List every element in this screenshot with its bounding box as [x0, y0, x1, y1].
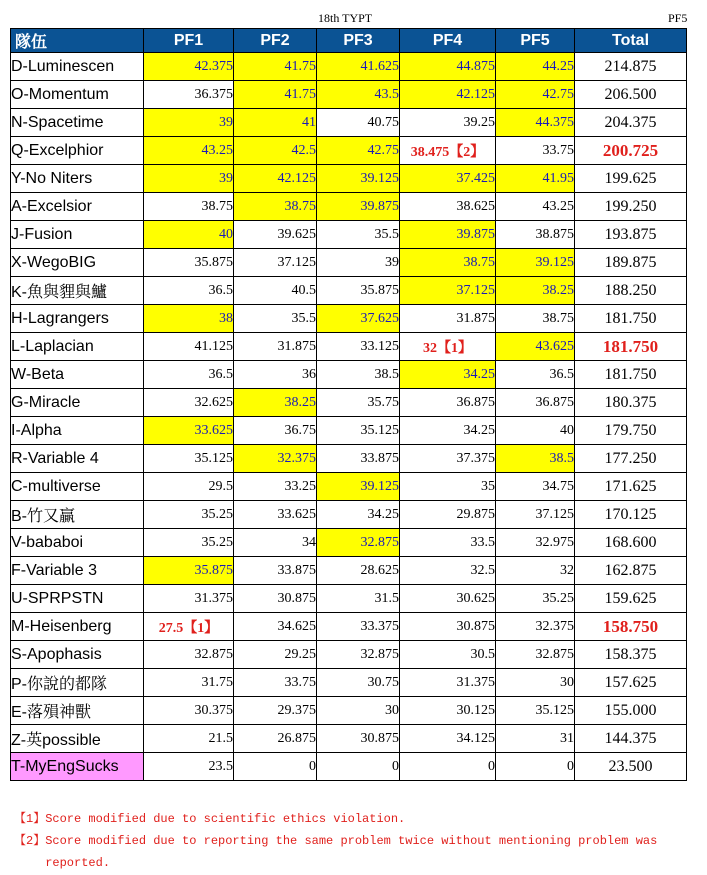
- pf2-score-cell: 31.875: [234, 333, 317, 361]
- pf4-score-cell: 44.875: [400, 53, 496, 81]
- team-name-cell: U-SPRPSTN: [11, 585, 144, 613]
- pf2-score-cell: 32.375: [234, 445, 317, 473]
- pf2-score-cell: 33.875: [234, 557, 317, 585]
- pf2-score-cell: 41.75: [234, 53, 317, 81]
- pf3-score-cell: 32.875: [317, 641, 400, 669]
- pf3-score-cell: 42.75: [317, 137, 400, 165]
- total-score-cell: 158.375: [575, 641, 687, 669]
- pf5-score-cell: 36.5: [496, 361, 575, 389]
- pf3-score-cell: 35.5: [317, 221, 400, 249]
- pf4-score-cell: 32【1】: [400, 333, 496, 361]
- pf5-score-cell: 34.75: [496, 473, 575, 501]
- pf5-score-cell: 33.75: [496, 137, 575, 165]
- pf3-score-cell: 39.125: [317, 165, 400, 193]
- pf1-score-cell: 41.125: [144, 333, 234, 361]
- footnote-1-text: Score modified due to scientific ethics violation.: [45, 812, 406, 826]
- footnotes: [14, 808, 694, 874]
- team-name-cell: H-Lagrangers: [11, 305, 144, 333]
- pf2-score-cell: 38.25: [234, 389, 317, 417]
- pf4-score-cell: 36.875: [400, 389, 496, 417]
- total-score-cell: 206.500: [575, 81, 687, 109]
- pf2-score-cell: 33.75: [234, 669, 317, 697]
- pf2-score-cell: 29.25: [234, 641, 317, 669]
- table-row: [11, 501, 687, 529]
- pf2-score-cell: 26.875: [234, 725, 317, 753]
- table-row: [11, 725, 687, 753]
- table-row: [11, 473, 687, 501]
- table-row: [11, 613, 687, 641]
- team-name-cell: T-MyEngSucks: [11, 753, 144, 781]
- pf1-score-cell: 36.375: [144, 81, 234, 109]
- pf3-score-cell: 43.5: [317, 81, 400, 109]
- pf1-score-cell: 33.625: [144, 417, 234, 445]
- col-header-pf2: PF2: [234, 29, 317, 53]
- pf3-score-cell: 0: [317, 753, 400, 781]
- pf2-score-cell: 29.375: [234, 697, 317, 725]
- total-score-cell: 170.125: [575, 501, 687, 529]
- col-header-pf5: PF5: [496, 29, 575, 53]
- pf3-score-cell: 31.5: [317, 585, 400, 613]
- pf1-score-cell: 35.25: [144, 501, 234, 529]
- footnote-1: [14, 808, 694, 830]
- pf3-score-cell: 39.125: [317, 473, 400, 501]
- table-row: [11, 557, 687, 585]
- pf2-score-cell: 38.75: [234, 193, 317, 221]
- pf3-score-cell: 35.125: [317, 417, 400, 445]
- pf4-score-cell: 31.875: [400, 305, 496, 333]
- pf5-score-cell: 31: [496, 725, 575, 753]
- pf5-score-cell: 32.375: [496, 613, 575, 641]
- pf3-score-cell: 39.875: [317, 193, 400, 221]
- pf4-score-cell: 35: [400, 473, 496, 501]
- table-row: [11, 109, 687, 137]
- pf4-score-cell: 38.475【2】: [400, 137, 496, 165]
- pf5-score-cell: 38.25: [496, 277, 575, 305]
- pf3-score-cell: 30.875: [317, 725, 400, 753]
- table-row: [11, 641, 687, 669]
- total-score-cell: 181.750: [575, 333, 687, 361]
- total-score-cell: 179.750: [575, 417, 687, 445]
- pf2-score-cell: 0: [234, 753, 317, 781]
- total-score-cell: 162.875: [575, 557, 687, 585]
- team-name-cell: N-Spacetime: [11, 109, 144, 137]
- pf2-score-cell: 33.625: [234, 501, 317, 529]
- table-row: [11, 753, 687, 781]
- total-score-cell: 204.375: [575, 109, 687, 137]
- team-name-cell: V-bababoi: [11, 529, 144, 557]
- total-score-cell: 144.375: [575, 725, 687, 753]
- pf4-score-cell: 33.5: [400, 529, 496, 557]
- team-name-cell: S-Apophasis: [11, 641, 144, 669]
- pf1-score-cell: 35.125: [144, 445, 234, 473]
- pf4-score-cell: 30.5: [400, 641, 496, 669]
- pf2-score-cell: 30.875: [234, 585, 317, 613]
- pf2-score-cell: 36.75: [234, 417, 317, 445]
- pf1-score-cell: 32.875: [144, 641, 234, 669]
- col-header-pf1: PF1: [144, 29, 234, 53]
- header-row: [11, 29, 687, 53]
- pf5-score-cell: 44.375: [496, 109, 575, 137]
- pf1-score-cell: 31.375: [144, 585, 234, 613]
- team-name-cell: R-Variable 4: [11, 445, 144, 473]
- total-score-cell: 188.250: [575, 277, 687, 305]
- pf1-score-cell: 27.5【1】: [144, 613, 234, 641]
- pf2-score-cell: 36: [234, 361, 317, 389]
- footnote-2: [14, 830, 694, 874]
- pf3-score-cell: 33.875: [317, 445, 400, 473]
- team-name-cell: E-落殞神獸: [11, 697, 144, 725]
- pf1-score-cell: 30.375: [144, 697, 234, 725]
- table-row: [11, 417, 687, 445]
- pf5-score-cell: 35.125: [496, 697, 575, 725]
- table-row: [11, 305, 687, 333]
- pf1-score-cell: 43.25: [144, 137, 234, 165]
- pf3-score-cell: 35.875: [317, 277, 400, 305]
- event-title: 18th TYPT: [318, 11, 373, 25]
- pf5-score-cell: 35.25: [496, 585, 575, 613]
- pf4-score-cell: 32.5: [400, 557, 496, 585]
- pf1-score-cell: 39: [144, 109, 234, 137]
- score-table: [10, 28, 687, 781]
- pf2-score-cell: 40.5: [234, 277, 317, 305]
- total-score-cell: 214.875: [575, 53, 687, 81]
- pf2-score-cell: 42.125: [234, 165, 317, 193]
- pf4-score-cell: 42.125: [400, 81, 496, 109]
- pf5-score-cell: 32.875: [496, 641, 575, 669]
- table-row: [11, 81, 687, 109]
- pf2-score-cell: 39.625: [234, 221, 317, 249]
- team-name-cell: Z-英possible: [11, 725, 144, 753]
- team-name-cell: W-Beta: [11, 361, 144, 389]
- pf3-score-cell: 34.25: [317, 501, 400, 529]
- team-name-cell: D-Luminescen: [11, 53, 144, 81]
- total-score-cell: 180.375: [575, 389, 687, 417]
- team-name-cell: G-Miracle: [11, 389, 144, 417]
- pf5-score-cell: 30: [496, 669, 575, 697]
- pf4-score-cell: 30.625: [400, 585, 496, 613]
- pf3-score-cell: 33.375: [317, 613, 400, 641]
- pf1-score-cell: 39: [144, 165, 234, 193]
- total-score-cell: 181.750: [575, 361, 687, 389]
- col-header-total: Total: [575, 29, 687, 53]
- pf4-score-cell: 39.875: [400, 221, 496, 249]
- table-row: [11, 165, 687, 193]
- pf5-score-cell: 32.975: [496, 529, 575, 557]
- total-score-cell: 193.875: [575, 221, 687, 249]
- table-row: [11, 585, 687, 613]
- pf5-score-cell: 40: [496, 417, 575, 445]
- pf5-score-cell: 38.875: [496, 221, 575, 249]
- team-name-cell: K-魚與貍與鱸: [11, 277, 144, 305]
- table-row: [11, 333, 687, 361]
- pf2-score-cell: 42.5: [234, 137, 317, 165]
- pf3-score-cell: 30.75: [317, 669, 400, 697]
- col-header-team: 隊伍: [11, 29, 144, 53]
- pf4-score-cell: 31.375: [400, 669, 496, 697]
- pf1-score-cell: 29.5: [144, 473, 234, 501]
- pf5-score-cell: 41.95: [496, 165, 575, 193]
- table-row: [11, 277, 687, 305]
- pf4-score-cell: 37.125: [400, 277, 496, 305]
- pf3-score-cell: 35.75: [317, 389, 400, 417]
- pf1-score-cell: 31.75: [144, 669, 234, 697]
- footnote-2-mark: 【2】: [14, 834, 46, 848]
- table-row: [11, 193, 687, 221]
- team-name-cell: A-Excelsior: [11, 193, 144, 221]
- table-row: [11, 529, 687, 557]
- total-score-cell: 157.625: [575, 669, 687, 697]
- team-name-cell: J-Fusion: [11, 221, 144, 249]
- col-header-pf3: PF3: [317, 29, 400, 53]
- pf5-score-cell: 38.75: [496, 305, 575, 333]
- pf2-score-cell: 35.5: [234, 305, 317, 333]
- table-row: [11, 249, 687, 277]
- table-row: [11, 669, 687, 697]
- pf1-score-cell: 35.875: [144, 557, 234, 585]
- pf1-score-cell: 32.625: [144, 389, 234, 417]
- round-label: PF5: [668, 11, 688, 25]
- total-score-cell: 189.875: [575, 249, 687, 277]
- pf3-score-cell: 33.125: [317, 333, 400, 361]
- pf4-score-cell: 29.875: [400, 501, 496, 529]
- pf5-score-cell: 37.125: [496, 501, 575, 529]
- pf2-score-cell: 41.75: [234, 81, 317, 109]
- footnote-2-text: Score modified due to reporting the same problem twice without mentioning problem was reported.: [45, 834, 658, 870]
- pf4-score-cell: 37.425: [400, 165, 496, 193]
- total-score-cell: 177.250: [575, 445, 687, 473]
- table-row: [11, 221, 687, 249]
- team-name-cell: X-WegoBIG: [11, 249, 144, 277]
- pf1-score-cell: 42.375: [144, 53, 234, 81]
- pf3-score-cell: 40.75: [317, 109, 400, 137]
- pf4-score-cell: 34.25: [400, 417, 496, 445]
- pf4-score-cell: 34.25: [400, 361, 496, 389]
- pf3-score-cell: 41.625: [317, 53, 400, 81]
- team-name-cell: B-竹又贏: [11, 501, 144, 529]
- col-header-pf4: PF4: [400, 29, 496, 53]
- pf2-score-cell: 37.125: [234, 249, 317, 277]
- total-score-cell: 158.750: [575, 613, 687, 641]
- total-score-cell: 199.625: [575, 165, 687, 193]
- pf3-score-cell: 32.875: [317, 529, 400, 557]
- total-score-cell: 155.000: [575, 697, 687, 725]
- pf1-score-cell: 35.875: [144, 249, 234, 277]
- pf2-score-cell: 34.625: [234, 613, 317, 641]
- pf1-score-cell: 36.5: [144, 277, 234, 305]
- team-name-cell: Q-Excelphior: [11, 137, 144, 165]
- pf5-score-cell: 38.5: [496, 445, 575, 473]
- pf4-score-cell: 30.875: [400, 613, 496, 641]
- pf5-score-cell: 39.125: [496, 249, 575, 277]
- pf1-score-cell: 35.25: [144, 529, 234, 557]
- pf5-score-cell: 0: [496, 753, 575, 781]
- pf3-score-cell: 38.5: [317, 361, 400, 389]
- pf5-score-cell: 32: [496, 557, 575, 585]
- table-row: [11, 445, 687, 473]
- pf4-score-cell: 34.125: [400, 725, 496, 753]
- pf5-score-cell: 43.25: [496, 193, 575, 221]
- team-name-cell: L-Laplacian: [11, 333, 144, 361]
- total-score-cell: 199.250: [575, 193, 687, 221]
- footnote-1-mark: 【1】: [14, 812, 46, 826]
- table-row: [11, 53, 687, 81]
- total-score-cell: 168.600: [575, 529, 687, 557]
- pf4-score-cell: 38.625: [400, 193, 496, 221]
- pf1-score-cell: 21.5: [144, 725, 234, 753]
- table-row: [11, 389, 687, 417]
- pf3-score-cell: 37.625: [317, 305, 400, 333]
- team-name-cell: P-你說的都隊: [11, 669, 144, 697]
- pf1-score-cell: 36.5: [144, 361, 234, 389]
- pf2-score-cell: 33.25: [234, 473, 317, 501]
- pf3-score-cell: 39: [317, 249, 400, 277]
- pf3-score-cell: 30: [317, 697, 400, 725]
- pf5-score-cell: 44.25: [496, 53, 575, 81]
- pf1-score-cell: 40: [144, 221, 234, 249]
- total-score-cell: 200.725: [575, 137, 687, 165]
- team-name-cell: I-Alpha: [11, 417, 144, 445]
- pf5-score-cell: 42.75: [496, 81, 575, 109]
- total-score-cell: 159.625: [575, 585, 687, 613]
- pf4-score-cell: 37.375: [400, 445, 496, 473]
- pf4-score-cell: 39.25: [400, 109, 496, 137]
- pf2-score-cell: 34: [234, 529, 317, 557]
- table-row: [11, 697, 687, 725]
- team-name-cell: Y-No Niters: [11, 165, 144, 193]
- pf5-score-cell: 36.875: [496, 389, 575, 417]
- table-row: [11, 137, 687, 165]
- team-name-cell: M-Heisenberg: [11, 613, 144, 641]
- pf1-score-cell: 38: [144, 305, 234, 333]
- pf4-score-cell: 38.75: [400, 249, 496, 277]
- pf2-score-cell: 41: [234, 109, 317, 137]
- total-score-cell: 23.500: [575, 753, 687, 781]
- pf3-score-cell: 28.625: [317, 557, 400, 585]
- total-score-cell: 171.625: [575, 473, 687, 501]
- pf4-score-cell: 0: [400, 753, 496, 781]
- total-score-cell: 181.750: [575, 305, 687, 333]
- team-name-cell: F-Variable 3: [11, 557, 144, 585]
- team-name-cell: O-Momentum: [11, 81, 144, 109]
- pf1-score-cell: 23.5: [144, 753, 234, 781]
- team-name-cell: C-multiverse: [11, 473, 144, 501]
- pf1-score-cell: 38.75: [144, 193, 234, 221]
- pf5-score-cell: 43.625: [496, 333, 575, 361]
- table-row: [11, 361, 687, 389]
- pf4-score-cell: 30.125: [400, 697, 496, 725]
